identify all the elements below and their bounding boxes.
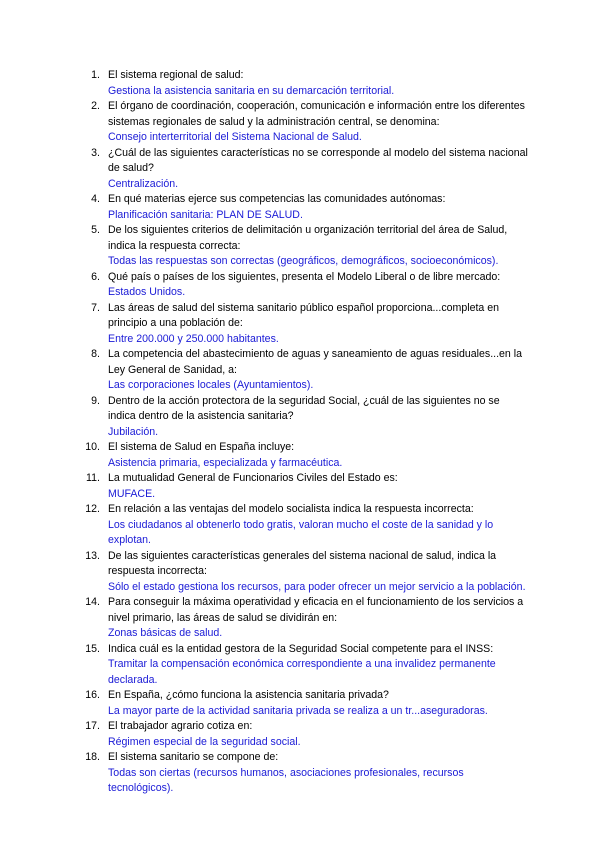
question-number: 12. bbox=[85, 503, 100, 515]
answer-text: Zonas básicas de salud. bbox=[108, 627, 223, 639]
question-text: En España, ¿cómo funciona la asistencia sanitaria privada? bbox=[108, 689, 389, 701]
answer-text: Gestiona la asistencia sanitaria en su demarcación territorial. bbox=[108, 84, 395, 97]
question-text: De los siguientes criterios de delimitación u organización territorial del área de Salud, indica la respuesta correcta: bbox=[108, 224, 508, 252]
question-text: La competencia del abastecimiento de aguas y saneamiento de aguas residuales...en la Ley General de Sanidad, a: bbox=[108, 348, 523, 376]
question-text: La mutualidad General de Funcionarios Civiles del Estado es: bbox=[108, 472, 398, 484]
question-item bbox=[0, 270, 600, 301]
question-text: Las áreas de salud del sistema sanitario público español proporciona...completa en principio a una población de: bbox=[108, 301, 500, 329]
answer-text: Entre 200.000 y 250.000 habitantes. bbox=[108, 332, 279, 345]
question-item bbox=[0, 719, 600, 750]
question-text: Dentro de la acción protectora de la seguridad Social, ¿cuál de las siguientes no se indica dentro de la asistencia sanitaria? bbox=[108, 394, 500, 422]
question-text: De las siguientes características generales del sistema nacional de salud, indica la respuesta incorrecta: bbox=[108, 549, 497, 577]
question-number: 15. bbox=[85, 642, 100, 655]
question-item bbox=[0, 502, 600, 549]
answer-text: Jubilación. bbox=[108, 425, 159, 438]
question-item bbox=[0, 192, 600, 223]
question-text: En relación a las ventajas del modelo socialista indica la respuesta incorrecta: bbox=[108, 503, 474, 515]
question-item bbox=[0, 99, 600, 146]
answer-text: Los ciudadanos al obtenerlo todo gratis, valoran mucho el coste de la sanidad y lo explotan. bbox=[108, 518, 494, 546]
question-text: ¿Cuál de las siguientes características no se corresponde al modelo del sistema nacional de salud? bbox=[108, 146, 528, 174]
question-number: 18. bbox=[85, 751, 100, 763]
question-item bbox=[0, 440, 600, 471]
document-page bbox=[0, 68, 600, 797]
question-text: El órgano de coordinación, cooperación, comunicación e información entre los diferentes sistemas regionales de salud y la administración central, se denomina: bbox=[108, 100, 525, 128]
answer-text: Sólo el estado gestiona los recursos, para poder ofrecer un mejor servicio a la población. bbox=[108, 580, 526, 593]
answer-text: Todas son ciertas (recursos humanos, asociaciones profesionales, recursos tecnológicos). bbox=[108, 766, 464, 794]
question-text: Indica cuál es la entidad gestora de la Seguridad Social competente para el INSS: bbox=[108, 642, 494, 655]
question-number: 17. bbox=[85, 720, 100, 732]
question-item bbox=[0, 750, 600, 797]
question-number: 4. bbox=[91, 193, 100, 205]
question-text: El sistema sanitario se compone de: bbox=[108, 751, 279, 763]
question-text: El sistema regional de salud: bbox=[108, 69, 244, 81]
answer-text: La mayor parte de la actividad sanitaria privada se realiza a un tr...aseguradoras. bbox=[108, 704, 488, 717]
question-number: 14. bbox=[85, 596, 100, 608]
question-number: 16. bbox=[85, 689, 100, 701]
question-text: El sistema de Salud en España incluye: bbox=[108, 441, 295, 453]
answer-text: Centralización. bbox=[108, 177, 179, 190]
question-number: 5. bbox=[91, 224, 100, 236]
question-number: 10. bbox=[85, 441, 100, 453]
answer-text: Consejo interterritorial del Sistema Nacional de Salud. bbox=[108, 131, 362, 143]
question-item bbox=[0, 146, 600, 193]
question-item bbox=[0, 688, 600, 719]
answer-text: Régimen especial de la seguridad social. bbox=[108, 735, 301, 748]
question-text: En qué materias ejerce sus competencias las comunidades autónomas: bbox=[108, 193, 446, 205]
answer-text: MUFACE. bbox=[108, 487, 156, 500]
question-list bbox=[0, 68, 600, 797]
question-text: El trabajador agrario cotiza en: bbox=[108, 720, 253, 732]
question-item bbox=[0, 68, 600, 99]
question-number: 9. bbox=[91, 394, 100, 407]
question-item bbox=[0, 549, 600, 596]
answer-text: Asistencia primaria, especializada y farmacéutica. bbox=[108, 456, 343, 469]
question-text: Para conseguir la máxima operatividad y eficacia en el funcionamiento de los servicios a nivel primario, las áreas de salud se dividirán en: bbox=[108, 596, 524, 624]
question-number: 1. bbox=[91, 69, 100, 81]
answer-text: Planificación sanitaria: PLAN DE SALUD. bbox=[108, 208, 303, 221]
question-number: 6. bbox=[91, 270, 100, 283]
question-item bbox=[0, 642, 600, 689]
question-item bbox=[0, 394, 600, 441]
answer-text: Las corporaciones locales (Ayuntamientos). bbox=[108, 379, 314, 391]
question-item bbox=[0, 301, 600, 348]
question-item bbox=[0, 347, 600, 394]
question-number: 11. bbox=[86, 472, 100, 484]
question-number: 2. bbox=[91, 100, 100, 112]
question-number: 7. bbox=[91, 301, 100, 314]
question-item bbox=[0, 223, 600, 270]
answer-text: Todas las respuestas son correctas (geográficos, demográficos, socioeconómicos). bbox=[108, 255, 499, 267]
question-number: 3. bbox=[91, 146, 100, 159]
answer-text: Tramitar la compensación económica correspondiente a una invalidez permanente declarada. bbox=[108, 658, 496, 686]
question-item bbox=[0, 471, 600, 502]
question-number: 13. bbox=[85, 549, 100, 562]
answer-text: Estados Unidos. bbox=[108, 286, 186, 298]
question-item bbox=[0, 595, 600, 642]
question-number: 8. bbox=[91, 348, 100, 360]
question-text: Qué país o países de los siguientes, presenta el Modelo Liberal o de libre mercado: bbox=[108, 270, 501, 283]
